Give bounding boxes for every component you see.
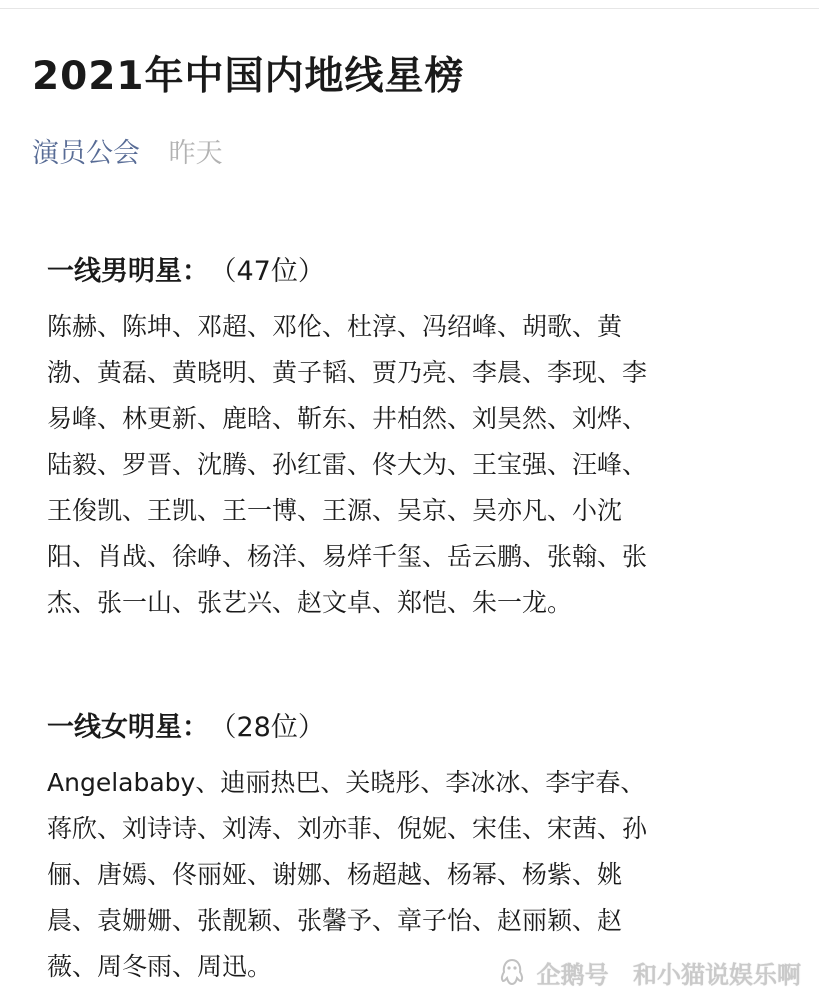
name-list-line: 杰、张一山、张艺兴、赵文卓、郑恺、朱一龙。 (47, 588, 573, 617)
name-list-line: 渤、黄磊、黄晓明、黄子韬、贾乃亮、李晨、李现、李 (47, 358, 648, 387)
name-list (47, 304, 777, 626)
section-male-stars (47, 250, 777, 626)
name-list-line: 陈赫、陈坤、邓超、邓伦、杜淳、冯绍峰、胡歌、黄 (47, 312, 623, 341)
article-meta (32, 134, 223, 174)
publish-date: 昨天 (168, 138, 223, 169)
article-title: 2021年中国内地线星榜 (32, 54, 465, 99)
watermark-platform: 企鹅号 (536, 960, 609, 989)
section-count: （28位） (223, 712, 325, 743)
name-list-line: 阳、肖战、徐峥、杨洋、易烊千玺、岳云鹏、张翰、张 (47, 542, 648, 571)
section-heading (47, 706, 777, 750)
name-list-line: 俪、唐嫣、佟丽娅、谢娜、杨超越、杨幂、杨紫、姚 (47, 860, 623, 889)
name-list-line: 晨、袁姗姗、张靓颖、张馨予、章子怡、赵丽颖、赵 (47, 906, 623, 935)
watermark (497, 952, 801, 992)
name-list-line: 王俊凯、王凯、王一博、王源、吴京、吴亦凡、小沈 (47, 496, 623, 525)
section-heading (47, 250, 777, 294)
name-list-line: 蒋欣、刘诗诗、刘涛、刘亦菲、倪妮、宋佳、宋茜、孙 (47, 814, 648, 843)
penguin-logo-icon (497, 957, 527, 987)
section-title: 一线女明星： (47, 712, 209, 743)
name-list-line: 陆毅、罗晋、沈腾、孙红雷、佟大为、王宝强、汪峰、 (47, 450, 648, 479)
watermark-account: 和小猫说娱乐啊 (633, 960, 801, 989)
name-list-line: 薇、周冬雨、周迅。 (47, 952, 273, 981)
section-count: （47位） (223, 256, 325, 287)
author-link[interactable]: 演员公会 (32, 138, 140, 169)
name-list-line: Angelababy、迪丽热巴、关晓彤、李冰冰、李宇春、 (47, 768, 646, 797)
section-title: 一线男明星： (47, 256, 209, 287)
top-divider (0, 0, 819, 9)
section-female-stars (47, 706, 777, 990)
name-list-line: 易峰、林更新、鹿晗、靳东、井柏然、刘昊然、刘烨、 (47, 404, 648, 433)
watermark-separator (617, 958, 625, 986)
